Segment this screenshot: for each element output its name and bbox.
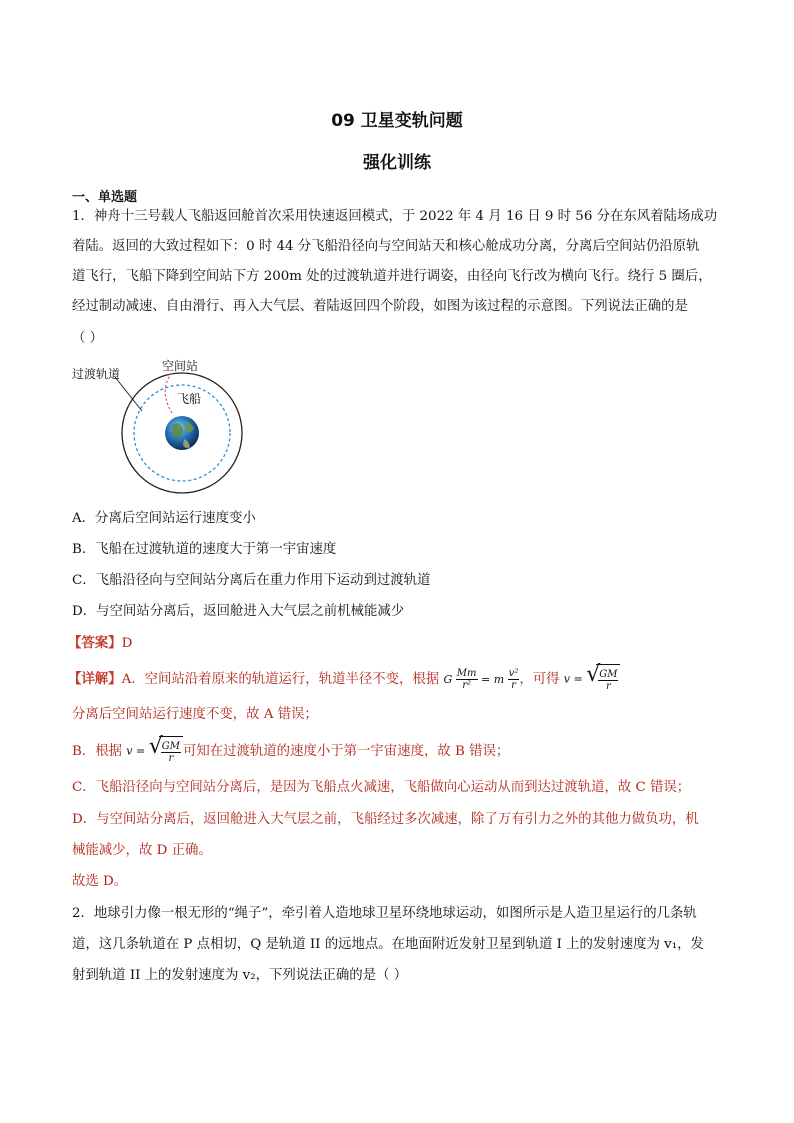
q1-line-4: 经过制动减速、自由滑行、再入大气层、着陆返回四个阶段，如图为该过程的示意图。下列说法正确的是	[72, 299, 688, 314]
detail-a-mid: ，可得	[519, 672, 560, 687]
detail-b-line	[72, 736, 732, 767]
q1-line-5: （ ）	[72, 331, 104, 346]
answer-row	[68, 634, 728, 653]
detail-d-line-1: D．与空间站分离后，返回舱进入大气层之前，飞船经过多次减速，除了万有引力之外的其他力做负功，机	[72, 812, 699, 827]
detail-d-line-2: 械能减少，故 D 正确。	[72, 843, 212, 858]
detail-tag: 【详解】	[68, 671, 122, 687]
section-heading: 一、单选题	[72, 190, 138, 205]
q1-option-c: C．飞船沿径向与空间站分离后在重力作用下运动到过渡轨道	[72, 573, 431, 588]
detail-a-text: A．空间站沿着原来的轨道运行，轨道半径不变，根据	[121, 672, 440, 687]
label-transfer-orbit: 过渡轨道	[72, 367, 121, 381]
ship-path	[165, 373, 172, 413]
label-spaceship: 飞船	[177, 392, 202, 406]
q1-line-1: 1．神舟十三号载人飞船返回舱首次采用快速返回模式，于 2022 年 4 月 16 日 9 时 56 分在东风着陆场成功	[72, 209, 718, 224]
detail-a-line-2: 分离后空间站运行速度不变，故 A 错误；	[72, 707, 318, 722]
answer-tag: 【答案】	[68, 635, 122, 651]
detail-b-suffix: 可知在过渡轨道的速度小于第一宇宙速度，故 B 错误；	[182, 744, 510, 759]
formula-velocity-a: v = √ $\frac{GM}{r}$	[564, 664, 621, 695]
formula-gravity: G $\frac{Mm}{\text{r²}}$ = m $\frac{\text{v²}}{r}$	[443, 668, 519, 691]
q1-line-3: 道飞行，飞船下降到空间站下方 200m 处的过渡轨道并进行调姿，由径向飞行改为横向飞行。绕行 5 圈后，	[72, 269, 712, 284]
answer-value: D	[121, 636, 133, 651]
detail-c-line: C．飞船沿径向与空间站分离后，是因为飞船点火减速，飞船做向心运动从而到达过渡轨道，故 C 错误；	[72, 780, 691, 795]
q1-option-a: A．分离后空间站运行速度变小	[72, 511, 256, 526]
q2-line-2: 道，这几条轨道在 P 点相切，Q 是轨道 II 的远地点。在地面附近发射卫星到轨道 I 上的发射速度为 v₁，发	[72, 937, 704, 952]
q1-option-d: D．与空间站分离后，返回舱进入大气层之前机械能减少	[72, 604, 405, 619]
q1-option-b: B．飞船在过渡轨道的速度大于第一宇宙速度	[72, 542, 337, 557]
doc-subtitle: 强化训练	[363, 153, 431, 173]
detail-b-prefix: B．根据	[72, 744, 123, 759]
doc-title: 09 卫星变轨问题	[331, 111, 463, 131]
label-space-station: 空间站	[162, 359, 199, 373]
q2-line-1: 2．地球引力像一根无形的“绳子”，牵引着人造地球卫星环绕地球运动，如图所示是人造卫星运行的几条轨	[72, 906, 697, 921]
q1-line-2: 着陆。返回的大致过程如下：0 时 44 分飞船沿径向与空间站天和核心舱成功分离，分离后空间站仍沿原轨	[72, 239, 700, 254]
orbit-diagram	[72, 355, 252, 505]
conclusion: 故选 D。	[72, 874, 128, 889]
detail-a-line-1	[68, 664, 728, 695]
q2-line-3: 射到轨道 II 上的发射速度为 v₂，下列说法正确的是（ ）	[72, 968, 408, 983]
formula-velocity-b: v = √ $\frac{GM}{r}$	[126, 736, 183, 767]
